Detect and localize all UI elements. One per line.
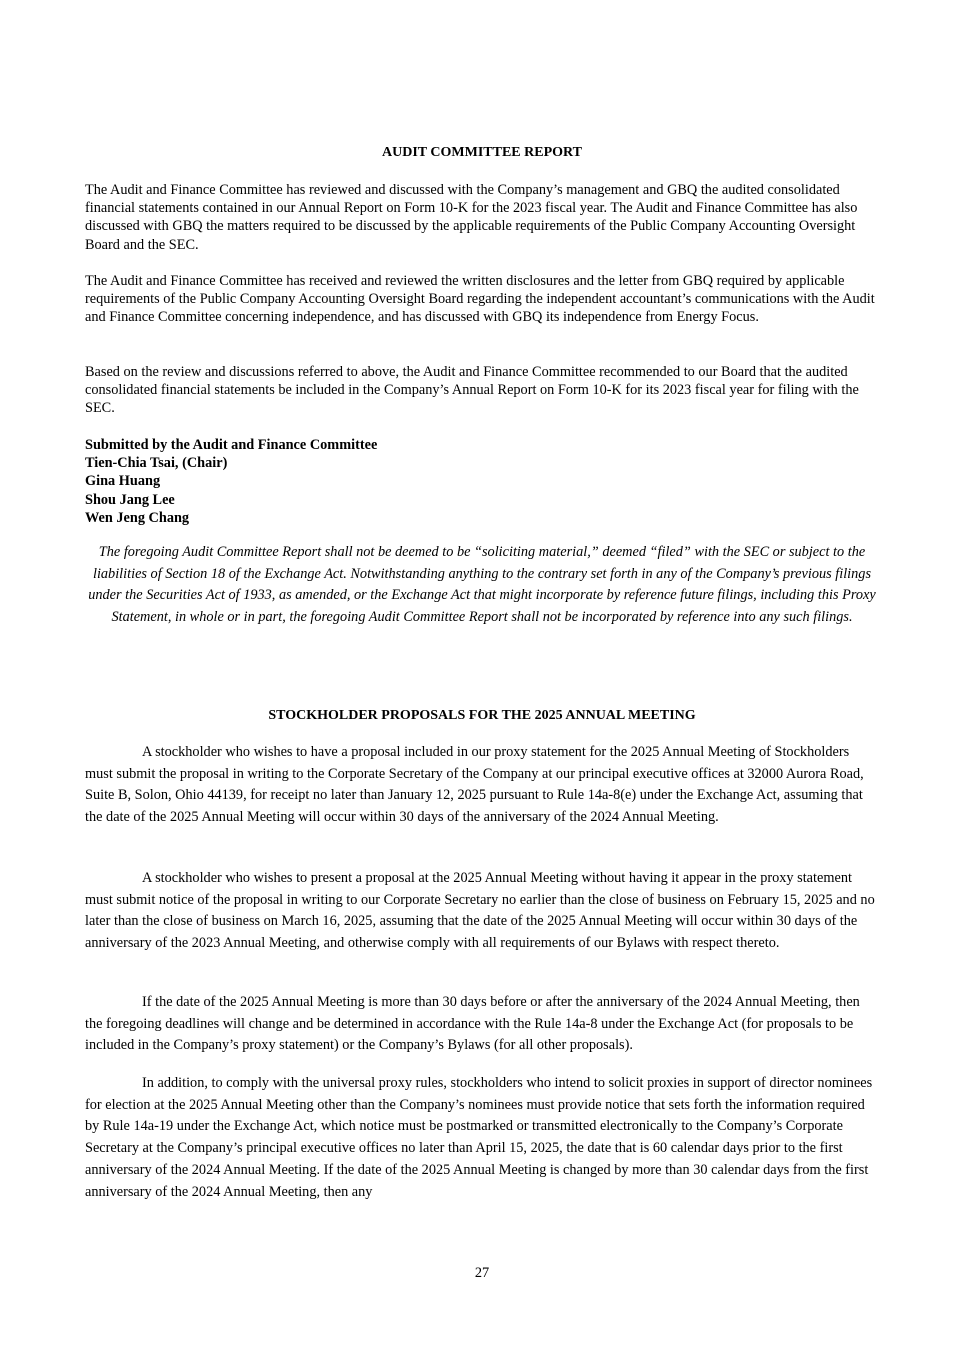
- proposal-paragraph-4: In addition, to comply with the universal proxy rules, stockholders who intend to solicit proxies in support of director nominees for election at the 2025 Annual Meeting other than the Company’s nominees must provide notice that sets forth the information required by Rule 14a-19 under the Exchange Act, which notice must be postmarked or transmitted electronically to the Company’s Corporate Secretary at the Company’s principal executive offices no later than April 15, 2025, the date that is 60 calendar days prior to the first anniversary of the 2024 Annual Meeting. If the date of the 2025 Annual Meeting is changed by more than 30 calendar days from the first anniversary of the 2024 Annual Meeting, then any: [85, 1075, 873, 1200]
- signoff-line-submitted: Submitted by the Audit and Finance Committee: [85, 437, 378, 453]
- audit-report-heading: AUDIT COMMITTEE REPORT: [382, 145, 582, 160]
- stockholder-proposals-heading: STOCKHOLDER PROPOSALS FOR THE 2025 ANNUAL MEETING: [268, 708, 696, 723]
- audit-paragraph-2: The Audit and Finance Committee has received and reviewed the written disclosures and the letter from GBQ required by applicable requirements of the Public Company Accounting Oversight Board regarding the independent accountant’s communications with the Audit and Finance Committee concerning independence, and has discussed with GBQ its independence from Energy Focus.: [85, 273, 875, 326]
- audit-paragraph-1: The Audit and Finance Committee has reviewed and discussed with the Company’s management and GBQ the audited consolidated financial statements contained in our Annual Report on Form 10-K for the 2023 fiscal year. The Audit and Finance Committee has also discussed with GBQ the matters required to be discussed by the applicable requirements of the Public Company Accounting Oversight Board and the SEC.: [85, 182, 858, 253]
- signoff-line-member: Shou Jang Lee: [85, 491, 175, 508]
- audit-report-disclaimer: The foregoing Audit Committee Report shall not be deemed to be “soliciting material,” deemed “filed” with the SEC or subject to the liabilities of Section 18 of the Exchange Act. Notwithstanding anything to the contrary set forth in any of the Company’s previous filings under the Securities Act of 1933, as amended, or the Exchange Act that might incorporate by reference future filings, including this Proxy Statement, in whole or in part, the foregoing Audit Committee Report shall not be incorporated by reference into any such filings.: [88, 544, 876, 625]
- proposal-paragraph-1: A stockholder who wishes to have a proposal included in our proxy statement for the 2025 Annual Meeting of Stockholders must submit the proposal in writing to the Corporate Secretary of the Company at our principal executive offices at 32000 Aurora Road, Suite B, Solon, Ohio 44139, for receipt no later than January 12, 2025 pursuant to Rule 14a-8(e) under the Exchange Act, assuming that the date of the 2025 Annual Meeting will occur within 30 days of the anniversary of the 2024 Annual Meeting.: [85, 744, 864, 826]
- committee-signoff: [85, 436, 377, 527]
- signoff-line-chair: Tien-Chia Tsai, (Chair): [85, 455, 228, 472]
- proposal-paragraph-2: A stockholder who wishes to present a proposal at the 2025 Annual Meeting without having it appear in the proxy statement must submit notice of the proposal in writing to our Corporate Secretary no earlier than the close of business on February 15, 2025 and no later than the close of business on March 16, 2025, assuming that the date of the 2025 Annual Meeting will occur within 30 days of the anniversary of the 2023 Annual Meeting, and otherwise comply with all requirements of our Bylaws with respect thereto.: [85, 870, 875, 952]
- audit-paragraph-3: Based on the review and discussions referred to above, the Audit and Finance Committee recommended to our Board that the audited consolidated financial statements be included in the Company’s Annual Report on Form 10-K for its 2023 fiscal year for filing with the SEC.: [85, 364, 859, 417]
- proposal-paragraph-3: If the date of the 2025 Annual Meeting is more than 30 days before or after the anniversary of the 2024 Annual Meeting, then the foregoing deadlines will change and be determined in accordance with the Rule 14a-8 under the Exchange Act (for proposals to be included in the Company’s proxy statement) or the Company’s Bylaws (for all other proposals).: [85, 994, 860, 1054]
- page-number: 27: [474, 1265, 490, 1281]
- signoff-line-member: Gina Huang: [85, 473, 161, 490]
- signoff-line-member: Wen Jeng Chang: [85, 509, 190, 526]
